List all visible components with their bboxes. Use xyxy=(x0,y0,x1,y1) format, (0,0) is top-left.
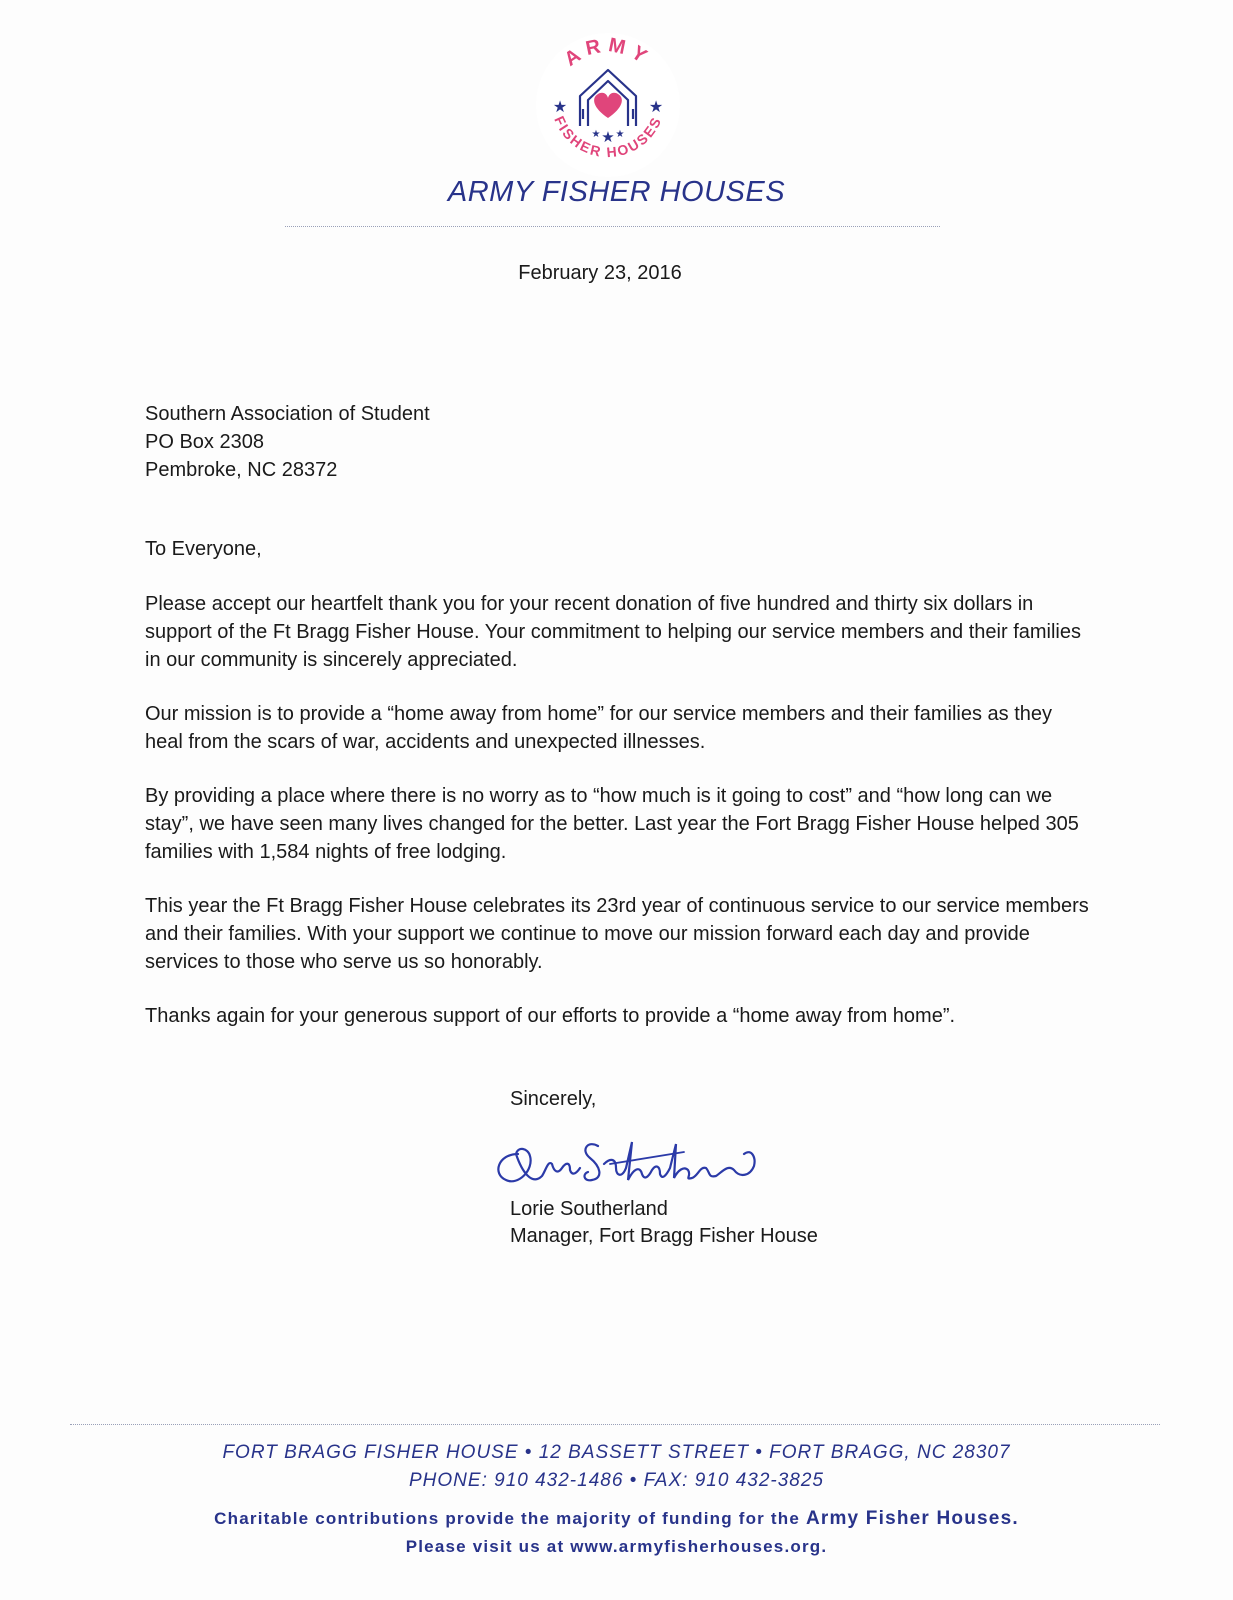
army-fisher-houses-logo xyxy=(533,30,683,180)
svg-text:★: ★ xyxy=(648,97,664,116)
body-paragraph: This year the Ft Bragg Fisher House celebrates its 23rd year of continuous service to our service members and their families. With your support we continue to move our mission forward each day and provide services to those who serve us so honorably. xyxy=(145,895,1089,973)
footer-contributions-note xyxy=(0,1508,1233,1530)
body-paragraph: Thanks again for your generous support of our efforts to provide a “home away from home”. xyxy=(145,1005,956,1027)
recipient-address-line2: Pembroke, NC 28372 xyxy=(145,459,338,481)
footer-divider xyxy=(70,1424,1160,1425)
recipient-name: Southern Association of Student xyxy=(145,403,430,425)
handwritten-signature xyxy=(488,1124,788,1196)
footer-note-prefix: Charitable contributions provide the majority of funding for the xyxy=(214,1509,806,1528)
footer-address: FORT BRAGG FISHER HOUSE • 12 BASSETT STREET • FORT BRAGG, NC 28307 xyxy=(222,1442,1011,1463)
signer-block xyxy=(510,1196,818,1250)
signer-title: Manager, Fort Bragg Fisher House xyxy=(510,1225,818,1247)
letter-body xyxy=(145,590,1090,1056)
footer-website: Please visit us at www.armyfisherhouses.org. xyxy=(405,1537,828,1556)
body-paragraph: Please accept our heartfelt thank you for your recent donation of five hundred and thirty six dollars in support of the Ft Bragg Fisher House. Your commitment to helping our service members and their families in our community is sincerely appreciated. xyxy=(145,593,1081,671)
logo-text-bottom: FISHER HOUSES xyxy=(551,113,665,161)
letter-date: February 23, 2016 xyxy=(518,262,682,284)
closing: Sincerely, xyxy=(510,1088,597,1110)
svg-text:★: ★ xyxy=(601,128,615,146)
logo-text-top: ARMY xyxy=(560,34,656,71)
svg-text:★: ★ xyxy=(552,97,568,116)
svg-text:★: ★ xyxy=(591,129,601,140)
header-divider xyxy=(285,226,940,227)
footer-note-emphasis: Army Fisher Houses. xyxy=(805,1508,1019,1529)
svg-text:★: ★ xyxy=(615,129,625,140)
recipient-address-line1: PO Box 2308 xyxy=(145,431,264,453)
body-paragraph: By providing a place where there is no worry as to “how much is it going to cost” and “how long can we stay”, we have seen many lives changed for the better. Last year the Fort Bragg Fisher House helped 305 families with 1,584 nights of free lodging. xyxy=(145,785,1079,863)
org-name: ARMY FISHER HOUSES xyxy=(447,176,786,208)
recipient-address xyxy=(145,400,430,484)
signer-name: Lorie Southerland xyxy=(510,1198,668,1220)
footer-phone-fax: PHONE: 910 432-1486 • FAX: 910 432-3825 xyxy=(409,1470,824,1491)
body-paragraph: Our mission is to provide a “home away from home” for our service members and their families as they heal from the scars of war, accidents and unexpected illnesses. xyxy=(145,703,1053,753)
salutation: To Everyone, xyxy=(145,538,262,560)
